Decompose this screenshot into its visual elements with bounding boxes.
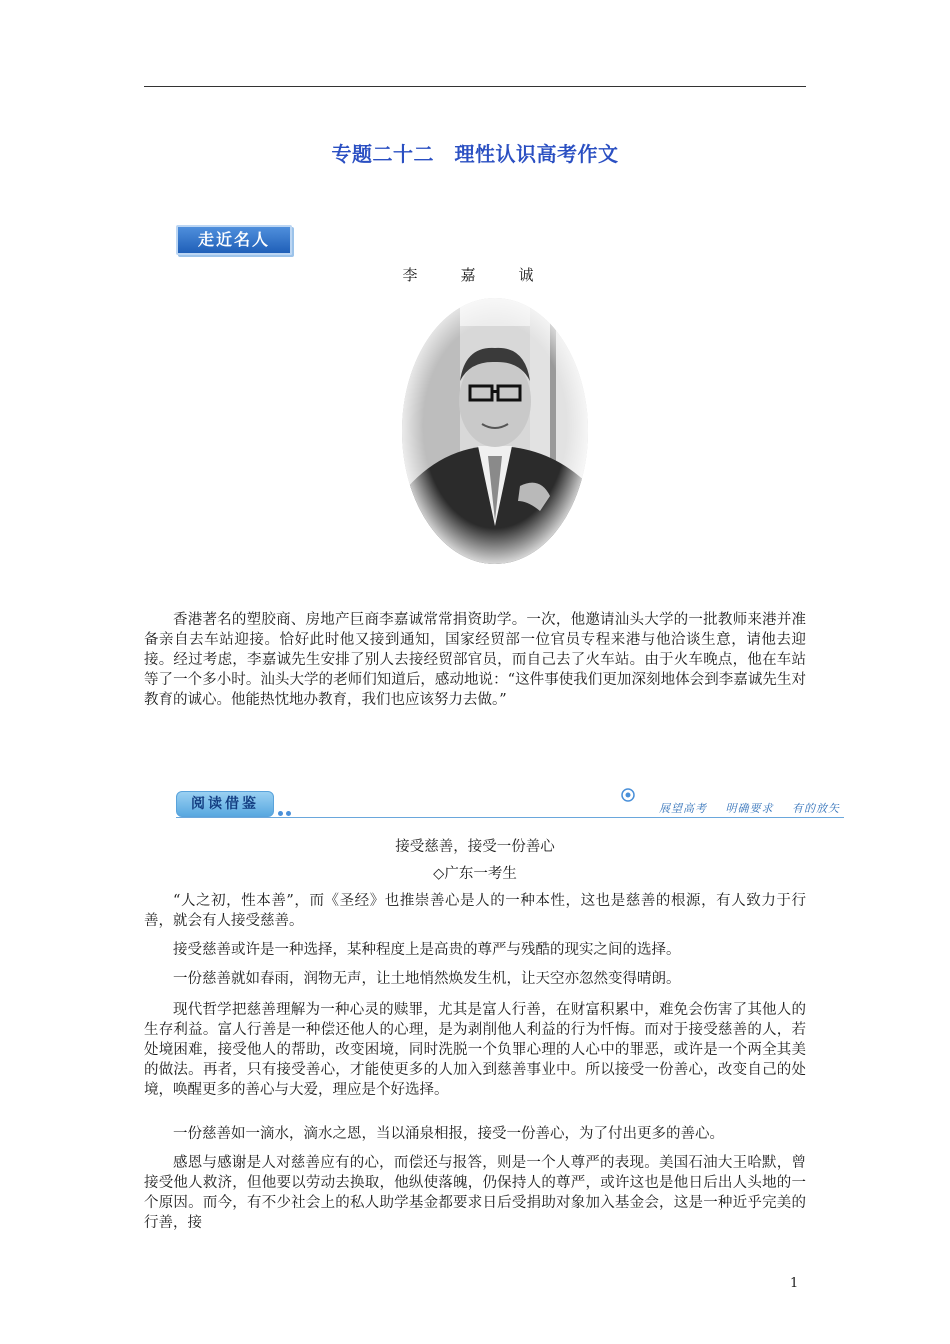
person-name: 李 嘉 诚: [402, 266, 548, 284]
reading-banner-label: 阅读借鉴: [176, 791, 274, 817]
essay-author: ◇广东一考生: [433, 866, 517, 882]
essay-paragraph: 一份慈善如一滴水，滴水之恩，当以涌泉相报，接受一份善心，为了付出更多的善心。: [173, 1126, 724, 1142]
page-number: 1: [790, 1276, 799, 1291]
banner-underline: [176, 817, 844, 818]
tagline-item: 展望高考: [659, 802, 707, 815]
section-banner-reading: [176, 787, 844, 819]
essay-paragraph: 接受慈善或许是一种选择，某种程度上是高贵的尊严与残酷的现实之间的选择。: [173, 942, 681, 958]
essay-paragraph: 现代哲学把慈善理解为一种心灵的赎罪，尤其是富人行善，在财富积累中，难免会伤害了其他人的生存利益。富人行善是一种偿还他人的心理，是为剥削他人利益的行为忏悔。而对于接受慈善的人，若处境困难，接受他人的帮助，改变困境，同时洗脱一个负罪心理的人心中的罪恶，或许是一个两全其美的做法。再者，只有接受善心，才能使更多的人加入到慈善事业中。所以接受一份善心，改变自己的处境，唤醒更多的善心与大爱，理应是个好选择。: [144, 1002, 806, 1098]
tagline-item: 明确要求: [725, 802, 774, 815]
portrait-photo: [400, 296, 590, 566]
banner-tagline: [645, 800, 840, 816]
essay-title: 接受慈善，接受一份善心: [395, 839, 555, 855]
biography-paragraph: 香港著名的塑胶商、房地产巨商李嘉诚常常捐资助学。一次，他邀请汕头大学的一批教师来港并准备亲自去车站迎接。恰好此时他又接到通知，国家经贸部一位官员专程来港与他洽谈生意，请他去迎接。经过考虑，李嘉诚先生安排了别人去接经贸部官员，而自己去了火车站。由于火车晚点，他在车站等了一个多小时。汕头大学的老师们知道后，感动地说：“这件事使我们更加深刻地体会到李嘉诚先生对教育的诚心。他能热忱地办教育，我们也应该努力去做。”: [144, 612, 806, 708]
essay-paragraph: “人之初，性本善”，而《圣经》也推崇善心是人的一种本性，这也是慈善的根源，有人致力于行善，就会有人接受慈善。: [144, 893, 806, 929]
swirl-icon: [620, 787, 636, 803]
section-banner-famous-people: 走近名人: [176, 225, 292, 255]
header-rule: [144, 86, 806, 87]
essay-paragraph: 感恩与感谢是人对慈善应有的心，而偿还与报答，则是一个人尊严的表现。美国石油大王哈默，曾接受他人救济，但他要以劳动去换取，他纵使落魄，仍保持人的尊严，或许这也是他日后出人头地的一个原因。而今，有不少社会上的私人助学基金都要求日后受捐助对象加入基金会，这是一种近乎完美的行善，接: [144, 1155, 806, 1231]
tagline-item: 有的放矢: [792, 802, 840, 815]
essay-paragraph: 一份慈善就如春雨，润物无声，让土地悄然焕发生机，让天空亦忽然变得晴朗。: [173, 971, 681, 987]
page-title: 专题二十二 理性认识高考作文: [331, 142, 619, 166]
